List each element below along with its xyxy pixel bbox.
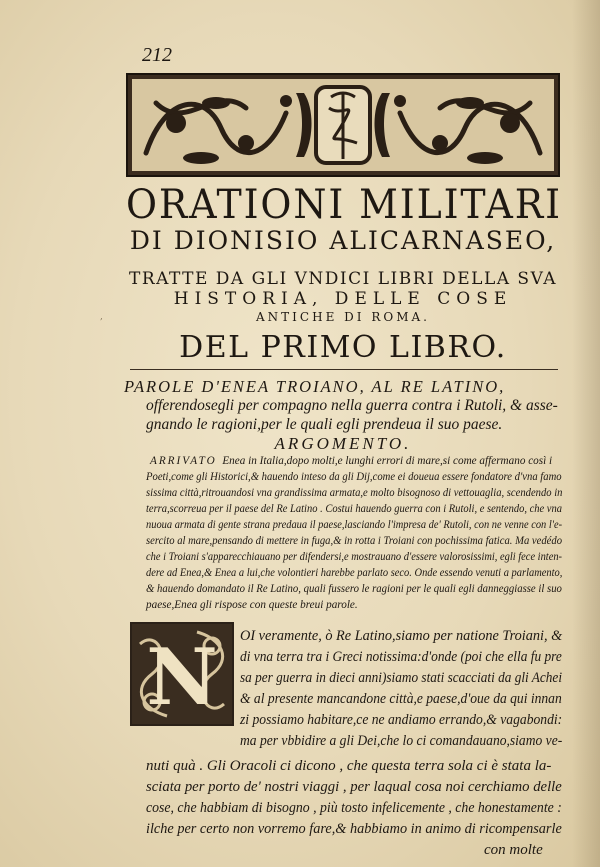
speech-line: ma per vbbidire a gli Dei,che lo ci comandauano,siamo ve- xyxy=(240,733,563,749)
title-line-3: TRATTE DA GLI VNDICI LIBRI DELLA SVA xyxy=(129,269,557,289)
argomento-line: & hauendo domandato il Re Latino, quali fussero le ragioni per le quali egli danneggiasse il suo xyxy=(146,583,562,595)
title-line-1: ORATIONI MILITARI xyxy=(126,182,562,228)
speech-heading-line-3: gnando le ragioni,per le quali egli prendeua il suo paese. xyxy=(146,416,503,433)
speech-line: ilche per certo non vorremo fare,& habbiamo in animo di ricompensarle xyxy=(146,821,562,837)
argomento-heading: ARGOMENTO. xyxy=(274,434,412,453)
speech-heading-line-2: offerendosegli per compagno nella guerra contra i Rutoli, & asse- xyxy=(146,397,558,414)
book-heading: DEL PRIMO LIBRO. xyxy=(179,330,507,365)
speech-line: & al presente mancandone città,e paese,d'oue da qui innan xyxy=(240,691,562,707)
page-number: 212 xyxy=(142,44,172,66)
argomento-lead-word: ARRIVATO xyxy=(150,455,217,467)
margin-mark: , xyxy=(100,312,103,322)
argomento-line: che i Troiani s'apparecchiauano per difendersi,e mostrauano d'essere valorosissimi, egli fece inten- xyxy=(146,551,563,563)
ornament-headpiece-icon xyxy=(126,73,560,177)
divider xyxy=(130,369,558,370)
argomento-line: sissima città,ritrouandosi vna grandissima armata,e molto bisognoso di vettouaglia, scendendo in xyxy=(146,487,563,499)
speech-line: sciata per porto de' nostri viaggi , per laqual cosa noi cerchiamo delle xyxy=(146,779,562,795)
title-line-5: ANTICHE DI ROMA. xyxy=(256,310,430,324)
argomento-line: nuoua armata di gente strana predaua il paese,lasciando l'impresa de' Rutoli, con ne venne con l'e- xyxy=(146,519,563,531)
catchword: con molte xyxy=(484,842,543,858)
decorated-initial-n-icon xyxy=(130,622,234,726)
argomento-line: paese,Enea gli rispose con queste breui parole. xyxy=(146,599,358,611)
argomento-line: sercito al mare,pensando di mettere in fuga,& in rotta i Troiani con pochissima fatica. Ma vedédo xyxy=(146,535,563,547)
speech-line: OI veramente, ò Re Latino,siamo per natione Troiani, & xyxy=(240,628,563,644)
speech-line: sa per guerra in dieci anni)siamo stati scacciati da gli Achei xyxy=(240,670,563,686)
argomento-line: terra,scorreua per il paese del Re Latino . Costui hauendo guerra con i Rutoli, e sentendo, che vna xyxy=(146,503,562,515)
initial-letter: N xyxy=(146,632,218,723)
title-line-4: HISTORIA, DELLE COSE xyxy=(173,289,513,309)
argomento-line: Poeti,come gli Historici,& hauendo inteso da gli Dij,come ei doueua essere fondatore d'vna famo xyxy=(146,471,562,483)
speech-line: cose, che habbiam di bisogno , più tosto infelicemente , che honestamente : xyxy=(146,800,562,816)
speech-line: di vna terra tra i Greci notissima:d'onde (poi che ella fu pre xyxy=(240,649,562,665)
argomento-line xyxy=(150,455,552,467)
title-line-2: DI DIONISIO ALICARNASEO, xyxy=(129,226,557,255)
argomento-text: Enea in Italia,dopo molti,e lunghi errori di mare,si come affermano così i xyxy=(222,455,553,467)
speech-heading-line-1: PAROLE D'ENEA TROIANO, AL RE LATINO, xyxy=(124,377,506,396)
speech-line: nuti quà . Gli Oracoli ci dicono , che questa terra sola ci è stata la- xyxy=(146,758,552,774)
argomento-line: dere ad Enea,& Enea a lui,che volontieri harebbe parlato seco. Onde essendo venuti a parlamento, xyxy=(146,567,563,579)
speech-line: zi possiamo habitare,ce ne andiamo errando,& vagabondi: xyxy=(240,712,563,728)
